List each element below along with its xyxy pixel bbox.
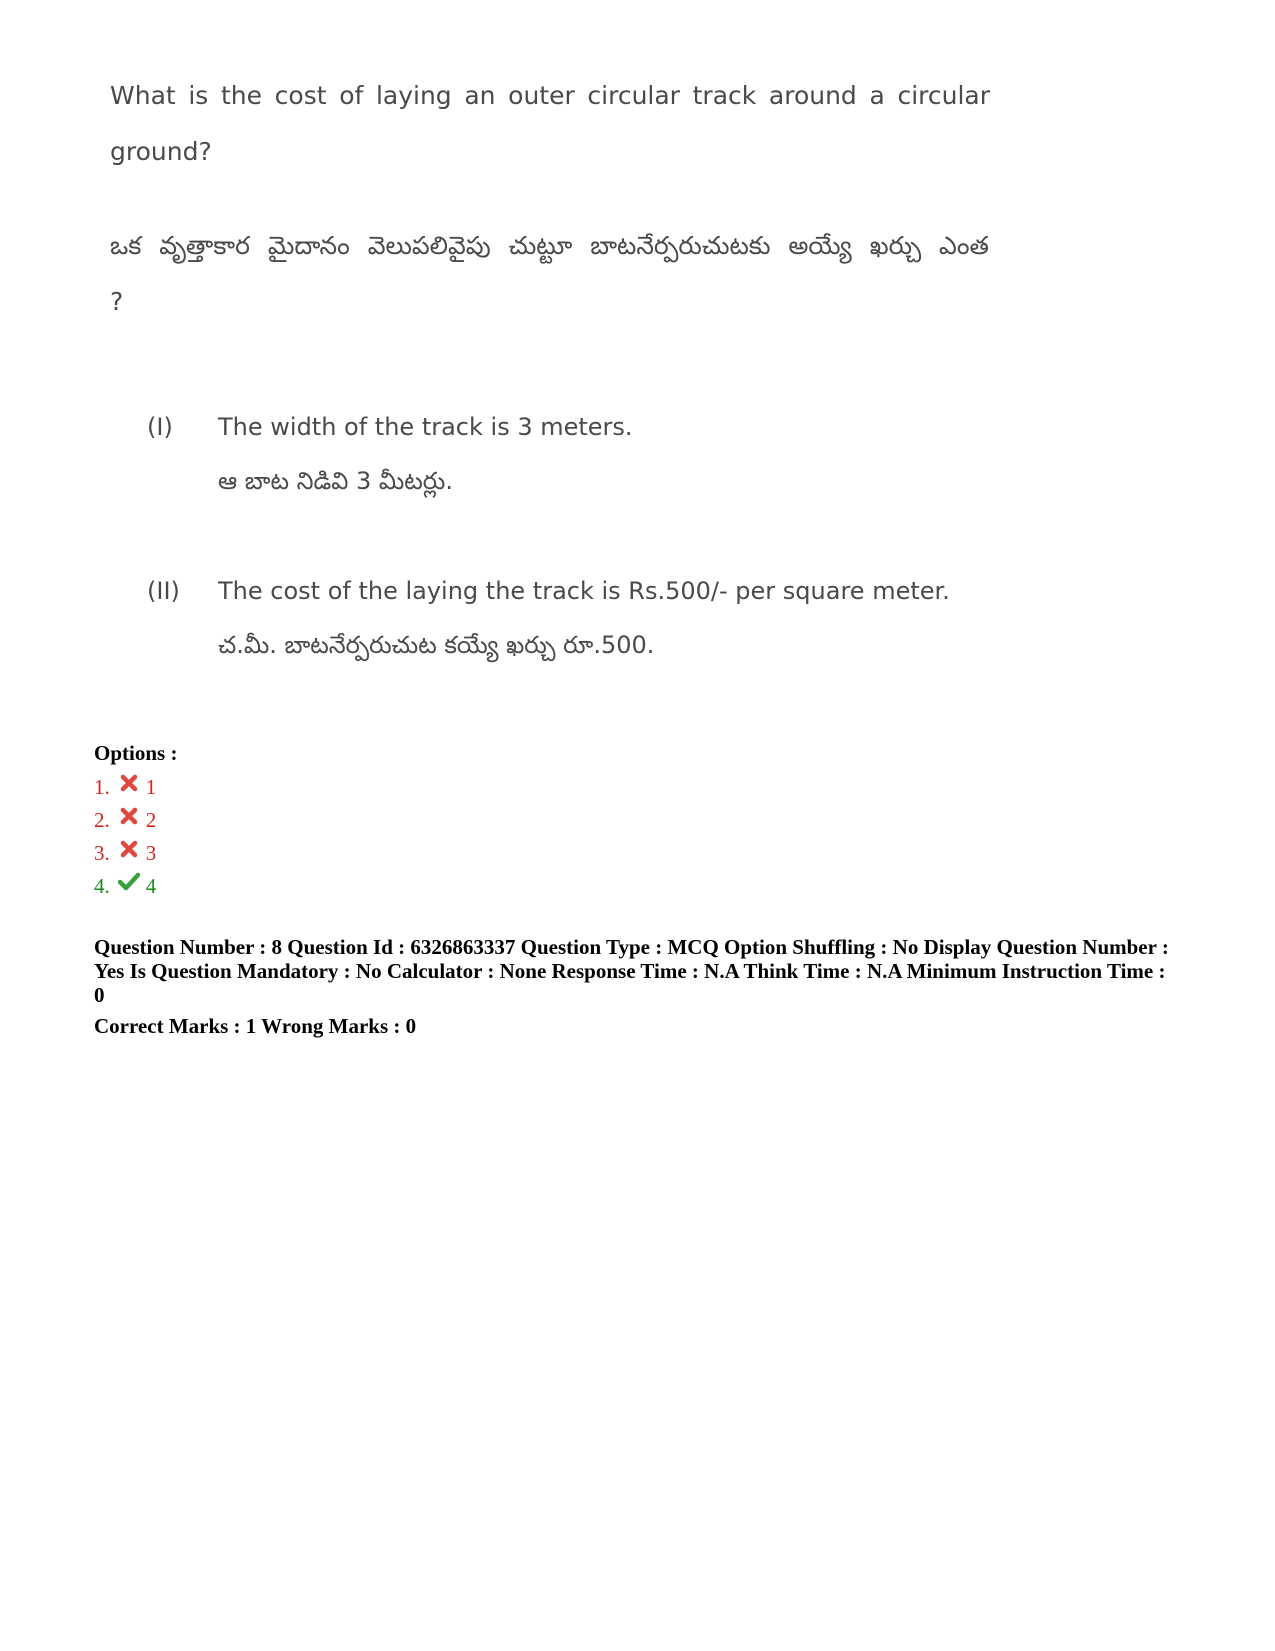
options-title: Options : [94, 741, 178, 765]
options-block [94, 738, 177, 903]
cross-icon [118, 773, 140, 793]
option-1[interactable] [94, 771, 177, 804]
question-block [110, 68, 990, 672]
statement-telugu: చ.మీ. బాటనేర్పరుచుట కయ్యే ఖర్చు రూ.500. [218, 631, 655, 659]
statement-number: (II) [147, 577, 180, 605]
statement-english: The cost of the laying the track is Rs.500/- per square meter. [218, 577, 950, 605]
option-label: 4 [145, 874, 157, 898]
check-icon [118, 872, 140, 892]
statement-telugu: ఆ బాట నిడివి 3 మీటర్లు. [218, 467, 453, 495]
question-text-telugu: ఒక వృత్తాకార మైదానం వెలుపలివైపు చుట్టూ బాటనేర్పరుచుటకు అయ్యే ఖర్చు ఎంత ? [110, 231, 989, 316]
option-number: 3. [94, 841, 110, 865]
option-number: 2. [94, 808, 110, 832]
statement-number: (I) [147, 413, 173, 441]
statement-1 [147, 400, 990, 508]
question-meta [94, 935, 1174, 1039]
cross-icon [118, 806, 140, 826]
statement-2 [147, 564, 990, 672]
option-number: 4. [94, 874, 110, 898]
marks-info: Correct Marks : 1 Wrong Marks : 0 [94, 1014, 417, 1038]
statement-english: The width of the track is 3 meters. [218, 413, 633, 441]
question-text-english: What is the cost of laying an outer circular track around a circular ground? [110, 81, 990, 166]
option-2[interactable] [94, 804, 177, 837]
cross-icon [118, 839, 140, 859]
option-label: 3 [145, 841, 157, 865]
option-3[interactable] [94, 837, 177, 870]
option-4[interactable] [94, 870, 177, 903]
question-details: Question Number : 8 Question Id : 6326863337 Question Type : MCQ Option Shuffling : No Display Question Number : Yes Is Question Mandatory : No Calculator : None Response Time : N.A Think Time : N.A Minimum Instruction Time : 0 [94, 935, 1169, 1007]
option-number: 1. [94, 775, 110, 799]
option-label: 2 [145, 808, 157, 832]
option-label: 1 [145, 775, 157, 799]
